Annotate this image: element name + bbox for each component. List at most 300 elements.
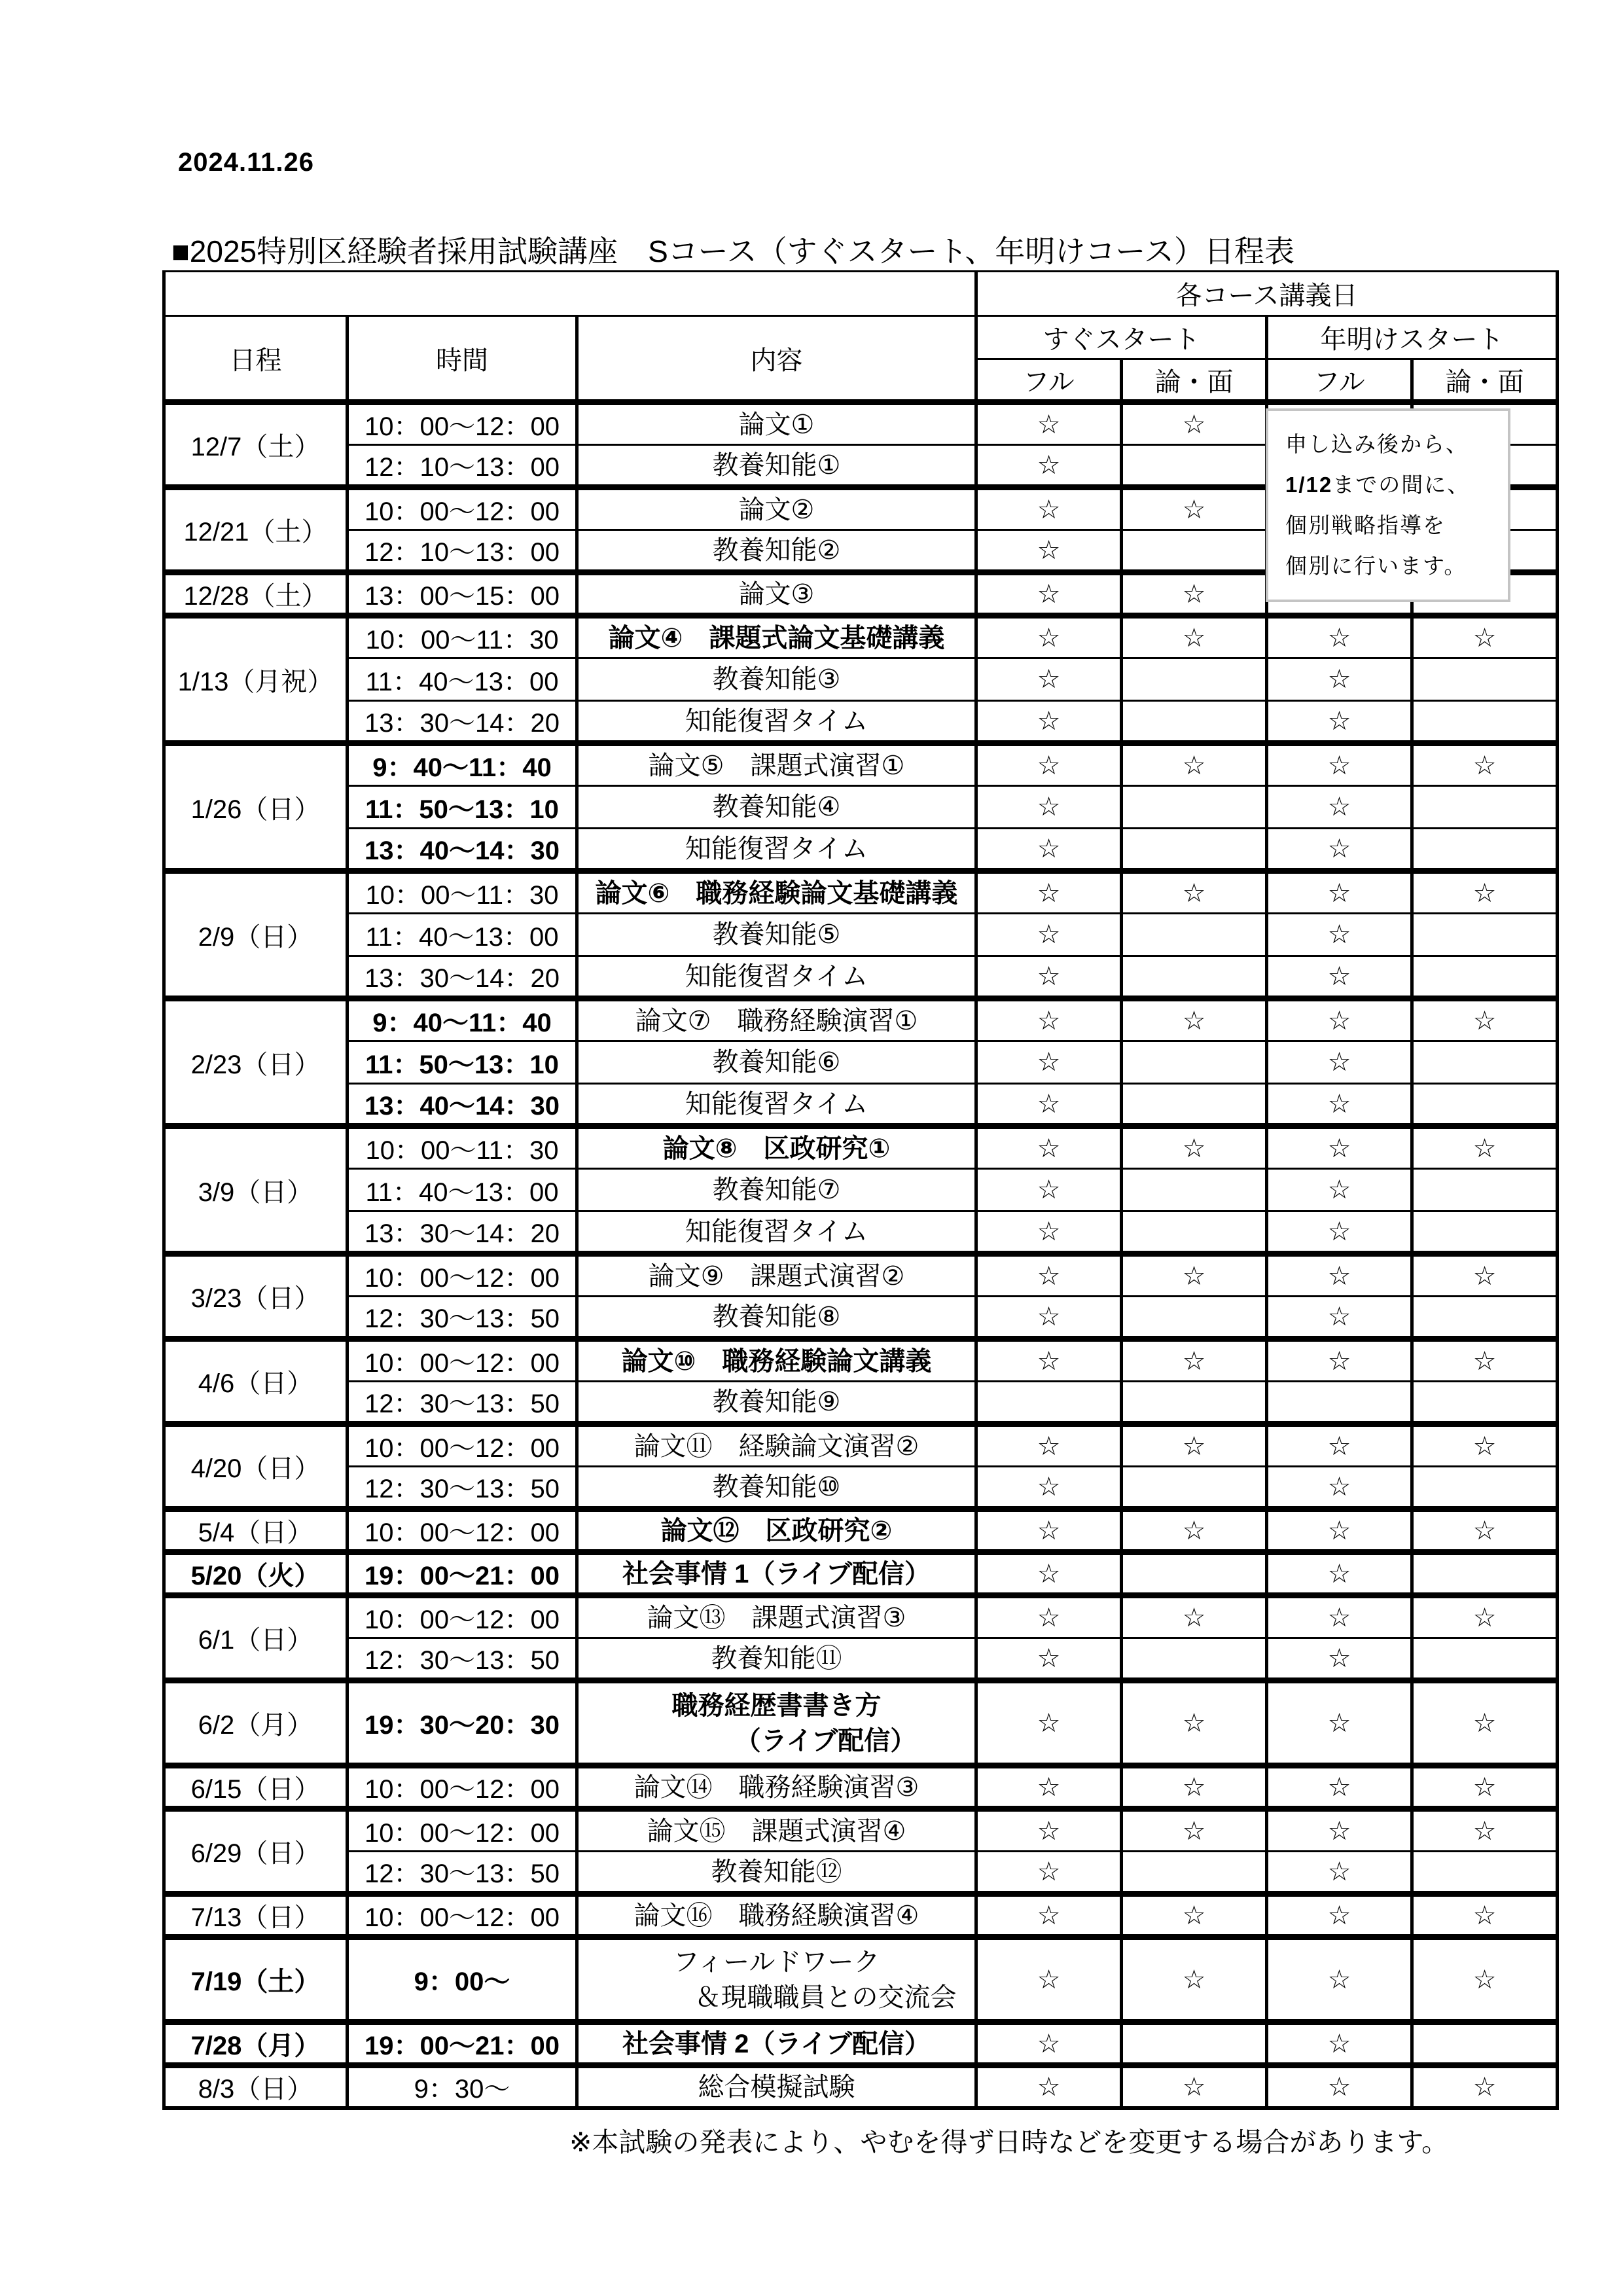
star-cell: ☆ xyxy=(1267,1084,1412,1126)
content-cell xyxy=(577,1297,976,1339)
date-cell: 5/20（火） xyxy=(164,1552,348,1596)
star-cell: ☆ xyxy=(1267,2022,1412,2066)
time-cell: 10：00～12：00 xyxy=(348,1596,577,1638)
time-cell: 10：00～11：30 xyxy=(348,871,577,914)
star-cell xyxy=(1412,1852,1558,1894)
note-line-text: までの間に、 xyxy=(1332,472,1471,497)
star-cell: ☆ xyxy=(976,1169,1122,1211)
content-cell xyxy=(577,1339,976,1382)
date-cell: 1/26（日） xyxy=(164,744,348,871)
time-cell: 12：30～13：50 xyxy=(348,1297,577,1339)
content-cell xyxy=(577,1382,976,1424)
table-row xyxy=(164,1169,1558,1211)
table-row xyxy=(164,1937,1558,2022)
content-line: ＆現職職員との交流会 xyxy=(694,1982,957,2012)
header-newyear-start: 年明けスタート xyxy=(1267,316,1558,359)
date-cell: 5/4（日） xyxy=(164,1509,348,1552)
content-cell xyxy=(577,1596,976,1638)
time-cell: 10：00～12：00 xyxy=(348,1894,577,1937)
document-date: 2024.11.26 xyxy=(178,148,314,177)
star-cell xyxy=(1122,914,1267,956)
content-line: フィールドワーク xyxy=(673,1947,880,1977)
star-cell: ☆ xyxy=(1267,1424,1412,1467)
date-cell: 3/23（日） xyxy=(164,1254,348,1339)
content-line: 論文⑩ 職務経験論文講義 xyxy=(621,1346,932,1376)
star-cell xyxy=(1122,445,1267,488)
star-cell: ☆ xyxy=(1412,1937,1558,2022)
star-cell: ☆ xyxy=(976,1766,1122,1809)
content-cell xyxy=(577,616,976,658)
star-cell xyxy=(1412,1169,1558,1211)
content-line: 社会事情 2（ライブ配信） xyxy=(622,2029,931,2058)
star-cell: ☆ xyxy=(1267,956,1412,999)
star-cell: ☆ xyxy=(1412,1254,1558,1297)
time-cell: 12：10～13：00 xyxy=(348,445,577,488)
table-row xyxy=(164,871,1558,914)
page-title: ■2025特別区経験者採用試験講座 Sコース（すぐスタート、年明けコース）日程表 xyxy=(171,234,1295,268)
content-cell xyxy=(577,1041,976,1084)
time-cell: 9：40～11：40 xyxy=(348,744,577,786)
content-cell xyxy=(577,1424,976,1467)
table-row xyxy=(164,1894,1558,1937)
note-deadline-date: 1/12 xyxy=(1285,473,1333,497)
star-cell xyxy=(1412,1211,1558,1254)
content-line: 論文⑯ 職務経験演習④ xyxy=(633,1901,919,1930)
time-cell: 10：00～12：00 xyxy=(348,1809,577,1852)
star-cell: ☆ xyxy=(1412,999,1558,1041)
content-cell xyxy=(577,2066,976,2108)
content-line: 論文⑤ 課題式演習① xyxy=(648,751,905,780)
time-cell: 11：40～13：00 xyxy=(348,1169,577,1211)
star-cell: ☆ xyxy=(1122,2066,1267,2108)
content-line: 論文⑪ 経験論文演習② xyxy=(633,1431,919,1461)
content-cell xyxy=(577,1467,976,1509)
note-line: 個別に行います。 xyxy=(1285,553,1467,579)
table-row xyxy=(164,1467,1558,1509)
content-line: 教養知能⑨ xyxy=(712,1387,841,1416)
time-cell: 10：00～12：00 xyxy=(348,1766,577,1809)
star-cell: ☆ xyxy=(1412,2066,1558,2108)
star-cell: ☆ xyxy=(976,1596,1122,1638)
header-row-course xyxy=(164,272,1558,316)
header-row-groups xyxy=(164,316,1558,359)
header-essay-immediate: 論・面 xyxy=(1122,359,1267,403)
table-row xyxy=(164,701,1558,744)
star-cell xyxy=(1412,1382,1558,1424)
content-cell xyxy=(577,1809,976,1852)
star-cell: ☆ xyxy=(1122,1254,1267,1297)
content-line: 教養知能⑩ xyxy=(712,1472,841,1501)
table-row xyxy=(164,1382,1558,1424)
star-cell: ☆ xyxy=(976,1852,1122,1894)
star-cell: ☆ xyxy=(976,786,1122,829)
content-line: 教養知能⑫ xyxy=(711,1857,842,1886)
date-cell: 7/19（土） xyxy=(164,1937,348,2022)
date-cell: 4/20（日） xyxy=(164,1424,348,1509)
star-cell: ☆ xyxy=(1122,744,1267,786)
content-line: 教養知能④ xyxy=(712,793,841,821)
star-cell: ☆ xyxy=(1122,1424,1267,1467)
table-row xyxy=(164,829,1558,871)
star-cell: ☆ xyxy=(976,999,1122,1041)
star-cell: ☆ xyxy=(1267,1254,1412,1297)
table-row xyxy=(164,1852,1558,1894)
star-cell: ☆ xyxy=(1122,1126,1267,1169)
time-cell: 13：40～14：30 xyxy=(348,829,577,871)
star-cell xyxy=(1412,1638,1558,1681)
time-cell: 13：30～14：20 xyxy=(348,956,577,999)
star-cell: ☆ xyxy=(1122,1596,1267,1638)
header-full-immediate: フル xyxy=(976,359,1122,403)
time-cell: 13：00～15：00 xyxy=(348,573,577,616)
star-cell: ☆ xyxy=(1267,914,1412,956)
time-cell: 13：30～14：20 xyxy=(348,1211,577,1254)
content-cell xyxy=(577,956,976,999)
date-cell: 7/28（月） xyxy=(164,2022,348,2066)
content-cell xyxy=(577,1211,976,1254)
table-row xyxy=(164,1766,1558,1809)
star-cell: ☆ xyxy=(976,1084,1122,1126)
star-cell: ☆ xyxy=(976,744,1122,786)
star-cell xyxy=(1122,956,1267,999)
time-cell: 12：30～13：50 xyxy=(348,1382,577,1424)
star-cell: ☆ xyxy=(1122,488,1267,530)
star-cell: ☆ xyxy=(976,1809,1122,1852)
star-cell: ☆ xyxy=(1122,1509,1267,1552)
star-cell: ☆ xyxy=(1267,1894,1412,1937)
star-cell xyxy=(1412,701,1558,744)
content-line: 論文⑭ 職務経験演習③ xyxy=(633,1772,919,1802)
content-line: 教養知能⑦ xyxy=(712,1175,841,1204)
time-cell: 19：00～21：00 xyxy=(348,1552,577,1596)
content-line: 教養知能⑧ xyxy=(712,1302,841,1331)
star-cell: ☆ xyxy=(976,914,1122,956)
star-cell xyxy=(1412,2022,1558,2066)
content-line: 職務経歴書書き方 xyxy=(671,1691,882,1720)
star-cell xyxy=(1122,2022,1267,2066)
star-cell: ☆ xyxy=(1412,616,1558,658)
content-cell xyxy=(577,1638,976,1681)
star-cell: ☆ xyxy=(1267,1809,1412,1852)
date-cell: 6/2（月） xyxy=(164,1681,348,1766)
star-cell: ☆ xyxy=(1412,744,1558,786)
star-cell: ☆ xyxy=(1267,1681,1412,1766)
time-cell: 10：00～12：00 xyxy=(348,1509,577,1552)
table-row xyxy=(164,616,1558,658)
date-cell: 8/3（日） xyxy=(164,2066,348,2108)
date-cell: 2/23（日） xyxy=(164,999,348,1126)
content-line: 総合模擬試験 xyxy=(698,2072,855,2102)
star-cell xyxy=(1122,829,1267,871)
content-line: 教養知能① xyxy=(712,450,841,480)
table-row xyxy=(164,1084,1558,1126)
header-essay-newyear: 論・面 xyxy=(1412,359,1558,403)
star-cell xyxy=(1412,658,1558,701)
star-cell xyxy=(1122,1382,1267,1424)
content-line: 知能復習タイム xyxy=(685,1217,868,1246)
star-cell: ☆ xyxy=(1412,1681,1558,1766)
note-line: 個別戦略指導を xyxy=(1285,512,1446,538)
star-cell: ☆ xyxy=(976,1638,1122,1681)
time-cell: 11：40～13：00 xyxy=(348,914,577,956)
table-row xyxy=(164,914,1558,956)
star-cell: ☆ xyxy=(1267,2066,1412,2108)
star-cell: ☆ xyxy=(1267,658,1412,701)
header-full-newyear: フル xyxy=(1267,359,1412,403)
star-cell: ☆ xyxy=(976,403,1122,445)
content-cell xyxy=(577,871,976,914)
content-cell xyxy=(577,829,976,871)
star-cell xyxy=(1412,786,1558,829)
star-cell: ☆ xyxy=(976,1681,1122,1766)
content-cell xyxy=(577,1126,976,1169)
date-cell: 6/15（日） xyxy=(164,1766,348,1809)
date-cell: 6/29（日） xyxy=(164,1809,348,1894)
star-cell: ☆ xyxy=(1267,1852,1412,1894)
star-cell xyxy=(1122,786,1267,829)
star-cell: ☆ xyxy=(1267,786,1412,829)
star-cell: ☆ xyxy=(976,956,1122,999)
star-cell xyxy=(1122,1041,1267,1084)
table-row xyxy=(164,786,1558,829)
table-row xyxy=(164,956,1558,999)
star-cell: ☆ xyxy=(976,1424,1122,1467)
time-cell: 9：00～ xyxy=(348,1937,577,2022)
content-line: 論文⑥ 職務経験論文基礎講義 xyxy=(595,878,958,908)
header-empty-cell xyxy=(164,272,976,316)
time-cell: 13：30～14：20 xyxy=(348,701,577,744)
star-cell xyxy=(1412,1552,1558,1596)
star-cell xyxy=(1122,1169,1267,1211)
table-row xyxy=(164,1424,1558,1467)
star-cell: ☆ xyxy=(1267,1467,1412,1509)
content-line: 論文⑫ 区政研究② xyxy=(660,1516,893,1545)
note-line xyxy=(1285,465,1508,505)
star-cell: ☆ xyxy=(976,488,1122,530)
star-cell: ☆ xyxy=(1122,1681,1267,1766)
time-cell: 12：10～13：00 xyxy=(348,530,577,573)
time-cell: 19：30～20：30 xyxy=(348,1681,577,1766)
time-cell: 10：00～11：30 xyxy=(348,616,577,658)
star-cell: ☆ xyxy=(1267,1937,1412,2022)
star-cell: ☆ xyxy=(1412,1509,1558,1552)
content-cell xyxy=(577,488,976,530)
star-cell: ☆ xyxy=(1412,1424,1558,1467)
star-cell xyxy=(1412,1467,1558,1509)
time-cell: 12：30～13：50 xyxy=(348,1638,577,1681)
content-cell xyxy=(577,573,976,616)
star-cell: ☆ xyxy=(976,701,1122,744)
star-cell xyxy=(1122,1638,1267,1681)
star-cell xyxy=(1412,1041,1558,1084)
content-cell xyxy=(577,2022,976,2066)
content-line: 論文④ 課題式論文基礎講義 xyxy=(608,623,945,653)
content-line: 論文⑧ 区政研究① xyxy=(662,1134,891,1163)
content-cell xyxy=(577,1852,976,1894)
content-cell xyxy=(577,999,976,1041)
star-cell: ☆ xyxy=(1122,403,1267,445)
header-course-day: 各コース講義日 xyxy=(976,272,1558,316)
star-cell: ☆ xyxy=(1267,1596,1412,1638)
star-cell: ☆ xyxy=(1267,1509,1412,1552)
time-cell: 12：30～13：50 xyxy=(348,1467,577,1509)
star-cell: ☆ xyxy=(976,829,1122,871)
star-cell: ☆ xyxy=(1412,1809,1558,1852)
star-cell: ☆ xyxy=(1412,1894,1558,1937)
table-row xyxy=(164,1297,1558,1339)
star-cell xyxy=(976,1382,1122,1424)
star-cell: ☆ xyxy=(1267,1638,1412,1681)
content-cell xyxy=(577,1766,976,1809)
date-cell: 3/9（日） xyxy=(164,1126,348,1254)
star-cell xyxy=(1412,1297,1558,1339)
star-cell: ☆ xyxy=(1122,871,1267,914)
time-cell: 9：30～ xyxy=(348,2066,577,2108)
star-cell: ☆ xyxy=(1412,871,1558,914)
content-cell xyxy=(577,1169,976,1211)
date-cell: 4/6（日） xyxy=(164,1339,348,1424)
content-line: 教養知能⑪ xyxy=(711,1643,842,1673)
star-cell: ☆ xyxy=(1122,1339,1267,1382)
date-cell: 7/13（日） xyxy=(164,1894,348,1937)
star-cell: ☆ xyxy=(976,871,1122,914)
content-cell xyxy=(577,786,976,829)
star-cell xyxy=(1122,1211,1267,1254)
star-cell: ☆ xyxy=(976,1894,1122,1937)
star-cell: ☆ xyxy=(976,1041,1122,1084)
star-cell xyxy=(1122,1852,1267,1894)
content-cell xyxy=(577,530,976,573)
star-cell: ☆ xyxy=(976,530,1122,573)
star-cell: ☆ xyxy=(1412,1126,1558,1169)
star-cell xyxy=(1412,956,1558,999)
table-row xyxy=(164,1339,1558,1382)
content-cell xyxy=(577,701,976,744)
content-line: 社会事情 1（ライブ配信） xyxy=(622,1559,931,1588)
table-row xyxy=(164,2022,1558,2066)
table-row xyxy=(164,744,1558,786)
header-time: 時間 xyxy=(348,316,577,403)
star-cell: ☆ xyxy=(1267,1041,1412,1084)
star-cell: ☆ xyxy=(1267,744,1412,786)
time-cell: 12：30～13：50 xyxy=(348,1852,577,1894)
star-cell xyxy=(1122,1084,1267,1126)
star-cell: ☆ xyxy=(1122,1937,1267,2022)
content-line: 知能復習タイム xyxy=(685,834,868,863)
header-content: 内容 xyxy=(577,316,976,403)
star-cell: ☆ xyxy=(1267,1297,1412,1339)
content-line: 論文⑮ 課題式演習④ xyxy=(647,1816,906,1846)
note-line: 申し込み後から、 xyxy=(1285,431,1469,457)
star-cell: ☆ xyxy=(1122,1766,1267,1809)
star-cell: ☆ xyxy=(1412,1339,1558,1382)
date-cell: 1/13（月祝） xyxy=(164,616,348,744)
star-cell: ☆ xyxy=(1267,1339,1412,1382)
content-line: 論文③ xyxy=(738,579,815,609)
table-row xyxy=(164,1809,1558,1852)
content-line: （ライブ配信） xyxy=(734,1726,917,1755)
star-cell: ☆ xyxy=(1267,999,1412,1041)
table-row xyxy=(164,1509,1558,1552)
star-cell xyxy=(1412,829,1558,871)
star-cell xyxy=(1267,1382,1412,1424)
time-cell: 19：00～21：00 xyxy=(348,2022,577,2066)
star-cell: ☆ xyxy=(1267,1126,1412,1169)
content-line: 知能復習タイム xyxy=(685,706,868,736)
star-cell: ☆ xyxy=(976,1937,1122,2022)
content-cell xyxy=(577,1937,976,2022)
content-line: 教養知能② xyxy=(712,535,841,565)
star-cell: ☆ xyxy=(976,1126,1122,1169)
time-cell: 10：00～12：00 xyxy=(348,1339,577,1382)
date-cell: 6/1（日） xyxy=(164,1596,348,1681)
content-cell xyxy=(577,1681,976,1766)
content-cell xyxy=(577,1254,976,1297)
star-cell xyxy=(1412,914,1558,956)
content-cell xyxy=(577,1552,976,1596)
header-immediate-start: すぐスタート xyxy=(976,316,1267,359)
star-cell: ☆ xyxy=(1412,1596,1558,1638)
content-cell xyxy=(577,744,976,786)
table-row xyxy=(164,658,1558,701)
header-date: 日程 xyxy=(164,316,348,403)
content-cell xyxy=(577,1509,976,1552)
star-cell: ☆ xyxy=(1122,999,1267,1041)
content-cell xyxy=(577,1894,976,1937)
table-row xyxy=(164,1254,1558,1297)
table-row xyxy=(164,1211,1558,1254)
date-cell: 12/21（土） xyxy=(164,488,348,573)
content-cell xyxy=(577,658,976,701)
time-cell: 10：00～12：00 xyxy=(348,403,577,445)
content-cell xyxy=(577,445,976,488)
star-cell: ☆ xyxy=(976,1339,1122,1382)
time-cell: 10：00～11：30 xyxy=(348,1126,577,1169)
content-line: 論文⑬ 課題式演習③ xyxy=(647,1603,906,1632)
time-cell: 13：40～14：30 xyxy=(348,1084,577,1126)
star-cell xyxy=(1122,1552,1267,1596)
star-cell: ☆ xyxy=(1267,1169,1412,1211)
content-cell xyxy=(577,1084,976,1126)
date-cell: 12/28（土） xyxy=(164,573,348,616)
content-line: 論文⑨ 課題式演習② xyxy=(648,1261,905,1291)
star-cell: ☆ xyxy=(1122,1809,1267,1852)
star-cell xyxy=(1122,530,1267,573)
star-cell: ☆ xyxy=(1267,1766,1412,1809)
star-cell: ☆ xyxy=(976,1254,1122,1297)
star-cell: ☆ xyxy=(976,2066,1122,2108)
star-cell: ☆ xyxy=(1122,1894,1267,1937)
content-cell xyxy=(577,914,976,956)
star-cell: ☆ xyxy=(976,2022,1122,2066)
star-cell xyxy=(1412,1084,1558,1126)
table-row xyxy=(164,2066,1558,2108)
star-cell: ☆ xyxy=(976,1297,1122,1339)
star-cell: ☆ xyxy=(976,1552,1122,1596)
star-cell: ☆ xyxy=(1122,573,1267,616)
content-cell xyxy=(577,403,976,445)
star-cell: ☆ xyxy=(1267,871,1412,914)
table-row xyxy=(164,1596,1558,1638)
star-cell: ☆ xyxy=(976,616,1122,658)
table-row xyxy=(164,1041,1558,1084)
star-cell: ☆ xyxy=(1122,616,1267,658)
table-row xyxy=(164,999,1558,1041)
table-row xyxy=(164,1681,1558,1766)
time-cell: 10：00～12：00 xyxy=(348,1424,577,1467)
content-line: 知能復習タイム xyxy=(685,1089,868,1119)
date-cell: 2/9（日） xyxy=(164,871,348,999)
